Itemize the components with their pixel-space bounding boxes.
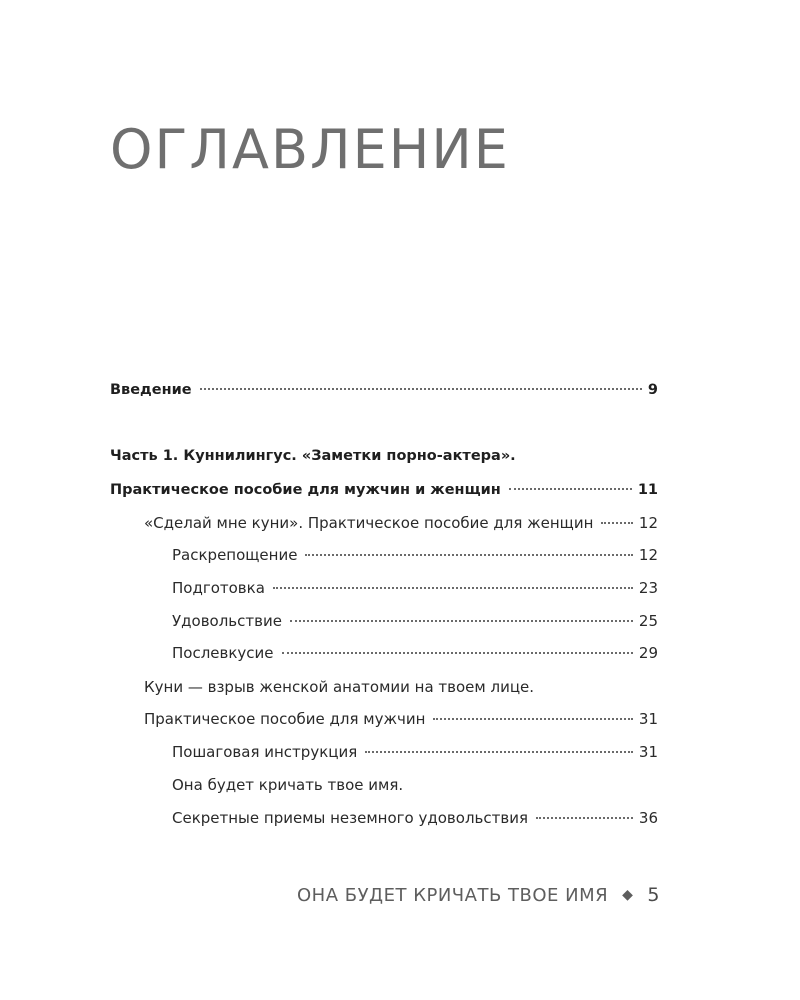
- toc-entry-page: 25: [638, 612, 658, 630]
- toc-entry-secret-techniques[interactable]: [172, 808, 658, 828]
- toc-entry-label: Секретные приемы неземного удовольствия: [172, 809, 528, 827]
- toc-entry-part-1[interactable]: [110, 446, 658, 466]
- footer-page-number: 5: [647, 884, 660, 906]
- toc-entry-label: Практическое пособие для мужчин: [144, 710, 426, 728]
- toc-entry-aftertaste[interactable]: [172, 643, 658, 663]
- dot-leader: [433, 718, 633, 720]
- toc-entry-page: 23: [638, 579, 658, 597]
- toc-entry-introduction[interactable]: [110, 380, 658, 400]
- toc-entry-label: Часть 1. Куннилингус. «Заметки порно-актера».: [110, 448, 516, 464]
- toc-entry-anatomy[interactable]: [144, 677, 658, 697]
- dot-leader: [282, 652, 633, 654]
- dot-leader: [365, 751, 633, 753]
- toc-entry-page: 36: [638, 809, 658, 827]
- dot-leader: [536, 817, 633, 819]
- toc-entry-label: Подготовка: [172, 579, 265, 597]
- toc-entry-page: 12: [638, 514, 658, 532]
- toc-entry-page: 12: [638, 546, 658, 564]
- dot-leader: [290, 620, 633, 622]
- toc-entry-preparation[interactable]: [172, 578, 658, 598]
- toc-entry-label: Введение: [110, 382, 192, 398]
- toc-entry-label: Пошаговая инструкция: [172, 743, 358, 761]
- toc-entry-page: 29: [638, 644, 658, 662]
- page-title: ОГЛАВЛЕНИЕ: [110, 118, 510, 181]
- dot-leader: [601, 522, 633, 524]
- toc-entry-practical-guide[interactable]: [110, 480, 658, 500]
- dot-leader: [509, 488, 632, 490]
- toc-entry-page: 11: [637, 482, 658, 498]
- toc-entry-label: Практическое пособие для мужчин и женщин: [110, 482, 501, 498]
- toc-entry-label: Раскрепощение: [172, 546, 298, 564]
- toc-entry-step-by-step[interactable]: [172, 742, 658, 762]
- footer-book-title: ОНА БУДЕТ КРИЧАТЬ ТВОЕ ИМЯ: [296, 884, 609, 906]
- toc-entry-liberation[interactable]: [172, 545, 658, 565]
- toc-entry-pleasure[interactable]: [172, 611, 658, 631]
- toc-entry-label: Она будет кричать твое имя.: [172, 776, 404, 794]
- toc-entry-label: Куни — взрыв женской анатомии на твоем лице.: [144, 678, 535, 696]
- diamond-separator-icon: ◆: [622, 887, 634, 903]
- toc-entry-label: Удовольствие: [172, 612, 282, 630]
- toc-entry-she-will-scream[interactable]: [172, 775, 658, 795]
- running-footer: [262, 884, 660, 906]
- dot-leader: [200, 388, 642, 390]
- dot-leader: [305, 554, 632, 556]
- toc-entry-label: Послевкусие: [172, 644, 274, 662]
- toc-entry-guide-for-women[interactable]: [144, 513, 658, 533]
- toc-entry-page: 31: [638, 710, 658, 728]
- toc-entry-page: 31: [638, 743, 658, 761]
- toc-entry-page: 9: [647, 382, 658, 398]
- dot-leader: [273, 587, 633, 589]
- toc-entry-label: «Сделай мне куни». Практическое пособие для женщин: [144, 514, 594, 532]
- toc-entry-guide-for-men[interactable]: [144, 709, 658, 729]
